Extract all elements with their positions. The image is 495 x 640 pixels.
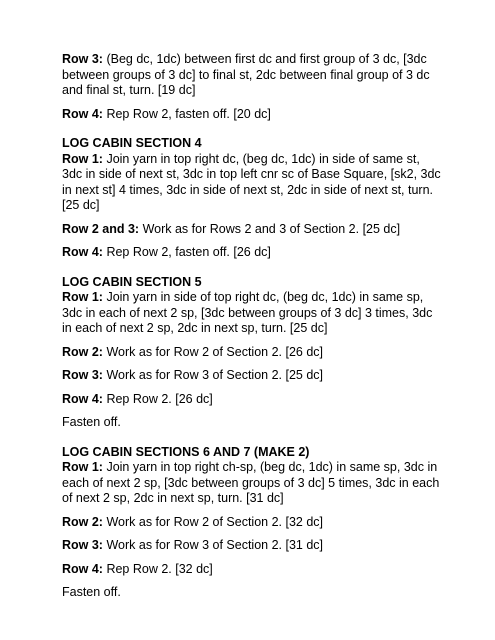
pattern-row	[62, 460, 442, 507]
row-label: Row 3:	[62, 538, 103, 552]
row-text: Join yarn in side of top right dc, (beg dc, 1dc) in same sp, 3dc in each of next 2 sp, [3dc between groups of 3 dc] 3 times, 3dc in each of next 2 sp, 2dc in next sp, turn. [25 dc]	[62, 290, 433, 335]
row-text: Rep Row 2. [26 dc]	[102, 391, 213, 406]
pattern-row	[62, 222, 442, 238]
row-label: Row 1:	[62, 290, 103, 304]
pattern-row	[62, 245, 442, 261]
pattern-row	[62, 515, 442, 531]
pattern-document	[62, 52, 442, 609]
row-label: Row 1:	[62, 460, 103, 474]
row-text: Rep Row 2. [32 dc]	[102, 561, 213, 576]
row-label: Row 4:	[62, 106, 103, 121]
pattern-row	[62, 392, 442, 408]
row-label: Row 2:	[62, 514, 103, 529]
row-text: Join yarn in top right dc, (beg dc, 1dc) in side of same st, 3dc in side of next st, 3dc in top left cnr sc of Base Square, [sk2, 3dc in next st] 4 times, 3dc in side of next st, 2dc in side of next st, turn. [25 dc]	[62, 151, 441, 212]
pattern-row	[62, 107, 442, 123]
row-label: Row 4:	[62, 561, 103, 576]
row-text: Fasten off.	[62, 585, 121, 599]
row-label: Row 2 and 3:	[62, 221, 140, 236]
row-text: Join yarn in top right ch-sp, (beg dc, 1dc) in same sp, 3dc in each of next 2 sp, [3dc between groups of 3 dc] 5 times, 3dc in each of next 2 sp, 2dc in next sp, turn. [31 dc]	[62, 460, 440, 505]
pattern-row	[62, 562, 442, 578]
pattern-row	[62, 152, 442, 214]
pattern-row	[62, 52, 442, 99]
row-text: Fasten off.	[62, 415, 121, 429]
fasten-off-note	[62, 415, 442, 431]
section-heading: LOG CABIN SECTION 4	[62, 136, 202, 150]
row-text: (Beg dc, 1dc) between first dc and first group of 3 dc, [3dc between groups of 3 dc] to final st, 2dc between final group of 3 dc and final st, turn. [19 dc]	[62, 52, 430, 97]
pattern-row	[62, 538, 442, 554]
row-text: Work as for Rows 2 and 3 of Section 2. [25 dc]	[139, 221, 401, 236]
row-label: Row 1:	[62, 151, 103, 166]
pattern-row	[62, 290, 442, 337]
row-text: Rep Row 2, fasten off. [26 dc]	[102, 245, 271, 259]
row-label: Row 3:	[62, 368, 103, 382]
row-label: Row 4:	[62, 391, 103, 406]
row-text: Work as for Row 3 of Section 2. [31 dc]	[102, 538, 323, 552]
row-text: Work as for Row 2 of Section 2. [32 dc]	[102, 514, 323, 529]
row-label: Row 2:	[62, 344, 103, 359]
row-text: Work as for Row 3 of Section 2. [25 dc]	[102, 368, 323, 382]
row-text: Work as for Row 2 of Section 2. [26 dc]	[102, 344, 323, 359]
pattern-row	[62, 368, 442, 384]
row-label: Row 4:	[62, 245, 103, 259]
row-label: Row 3:	[62, 52, 103, 66]
row-text: Rep Row 2, fasten off. [20 dc]	[102, 106, 271, 121]
fasten-off-note	[62, 585, 442, 601]
pattern-row	[62, 345, 442, 361]
section-heading: LOG CABIN SECTIONS 6 AND 7 (MAKE 2)	[62, 444, 310, 459]
section-heading: LOG CABIN SECTION 5	[62, 274, 202, 289]
